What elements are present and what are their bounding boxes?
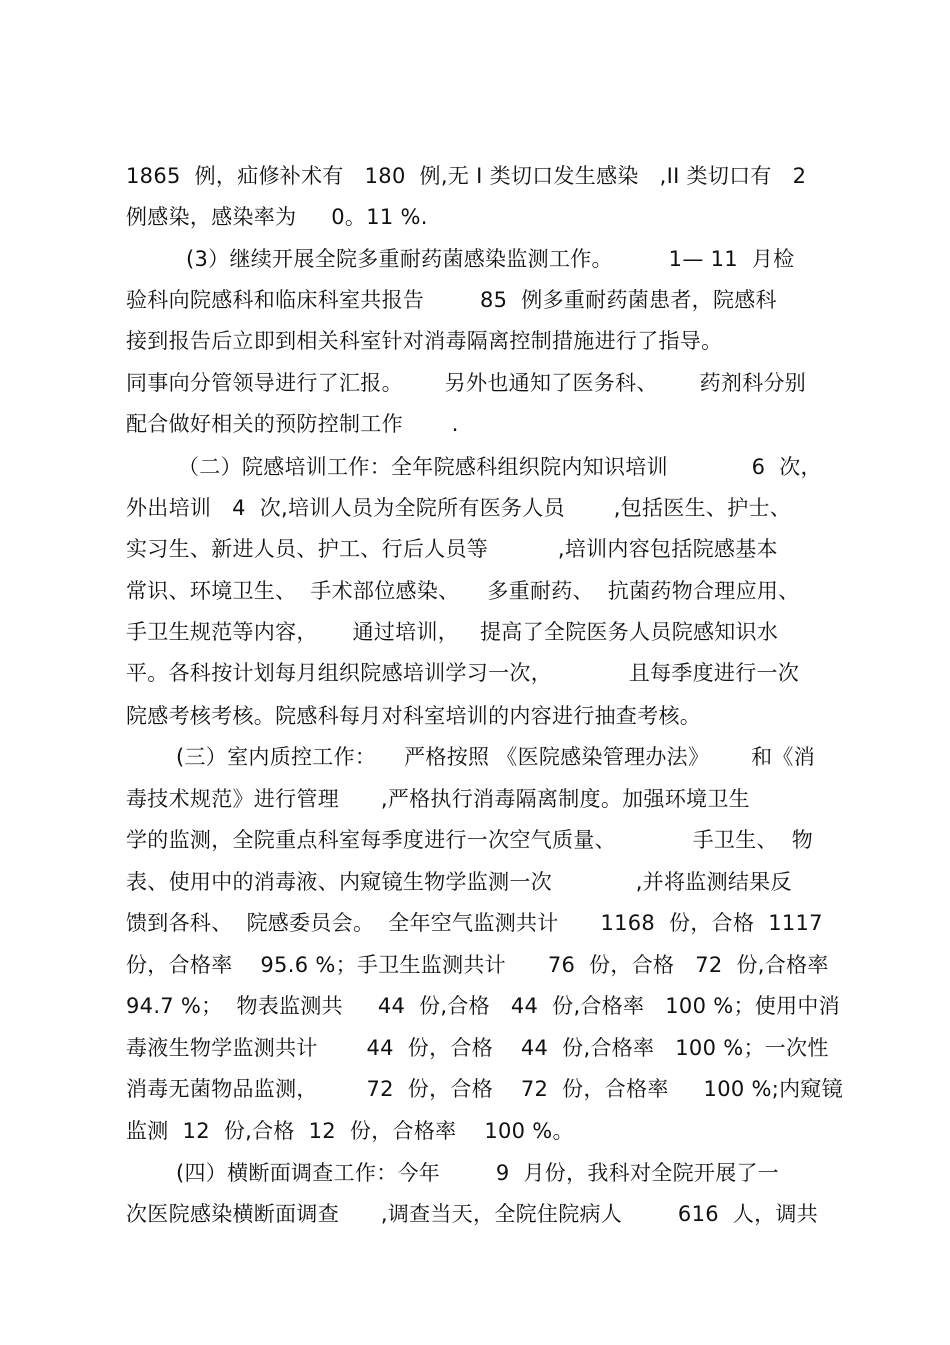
text-line: 常识、环境卫生、 手术部位感染、 多重耐药、 抗菌药物合理应用、 — [126, 579, 800, 603]
text-line: 监测 12 份,合格 12 份，合格率 100 %。 — [126, 1119, 574, 1143]
text-line: 手卫生规范等内容， 通过培训， 提高了全院医务人员院感知识水 — [126, 620, 779, 644]
text-line: （二）院感培训工作：全年院感科组织院内知识培训 6 次， — [178, 455, 822, 479]
text-line: 份，合格率 95.6 %；手卫生监测共计 76 份，合格 72 份,合格率 — [126, 953, 829, 977]
text-line: 配合做好相关的预防控制工作 . — [126, 412, 459, 436]
text-line: (三）室内质控工作： 严格按照 《医院感染管理办法》 和《消 — [176, 745, 816, 769]
text-line: 院感考核考核。院感科每月对科室培训的内容进行抽查考核。 — [126, 704, 702, 728]
text-line: 毒技术规范》进行管理 ,严格执行消毒隔离制度。加强环境卫生 — [126, 787, 750, 811]
text-line: 实习生、新进人员、护工、行后人员等 ,培训内容包括院感基本 — [126, 537, 778, 561]
text-line: (3）继续开展全院多重耐药菌感染监测工作。 1— 11 月检 — [186, 247, 795, 271]
text-line: 验科向院感科和临床科室共报告 85 例多重耐药菌患者，院感科 — [126, 288, 777, 312]
text-line: 学的监测，全院重点科室每季度进行一次空气质量、 手卫生、 物 — [126, 828, 814, 852]
text-line: 毒液生物学监测共计 44 份，合格 44 份,合格率 100 %；一次性 — [126, 1036, 829, 1060]
text-line: 馈到各科、 院感委员会。 全年空气监测共计 1168 份，合格 1117 — [126, 911, 823, 935]
text-line: 同事向分管领导进行了汇报。 另外也通知了医务科、 药剂科分别 — [126, 371, 807, 395]
text-line: 平。各科按计划每月组织院感培训学习一次， 且每季度进行一次 — [126, 661, 800, 685]
text-line: (四）横断面调查工作：今年 9 月份，我科对全院开展了一 — [176, 1161, 780, 1185]
text-line: 94.7 %； 物表监测共 44 份,合格 44 份,合格率 100 %；使用中消 — [126, 994, 840, 1018]
text-line: 消毒无菌物品监测， 72 份，合格 72 份，合格率 100 %;内窥镜 — [126, 1077, 844, 1101]
text-line: 表、使用中的消毒液、内窥镜生物学监测一次 ,并将监测结果反 — [126, 870, 792, 894]
text-line: 次医院感染横断面调查 ,调查当天，全院住院病人 616 人，调共 — [126, 1202, 819, 1226]
text-line: 例感染，感染率为 0。11 %. — [126, 205, 428, 229]
text-line: 外出培训 4 次,培训人员为全院所有医务人员 ,包括医生、护士、 — [126, 496, 792, 520]
text-line: 接到报告后立即到相关科室针对消毒隔离控制措施进行了指导。 — [126, 329, 723, 353]
text-line: 1865 例，疝修补术有 180 例,无 I 类切口发生感染 ,II 类切口有 2 — [126, 164, 807, 188]
